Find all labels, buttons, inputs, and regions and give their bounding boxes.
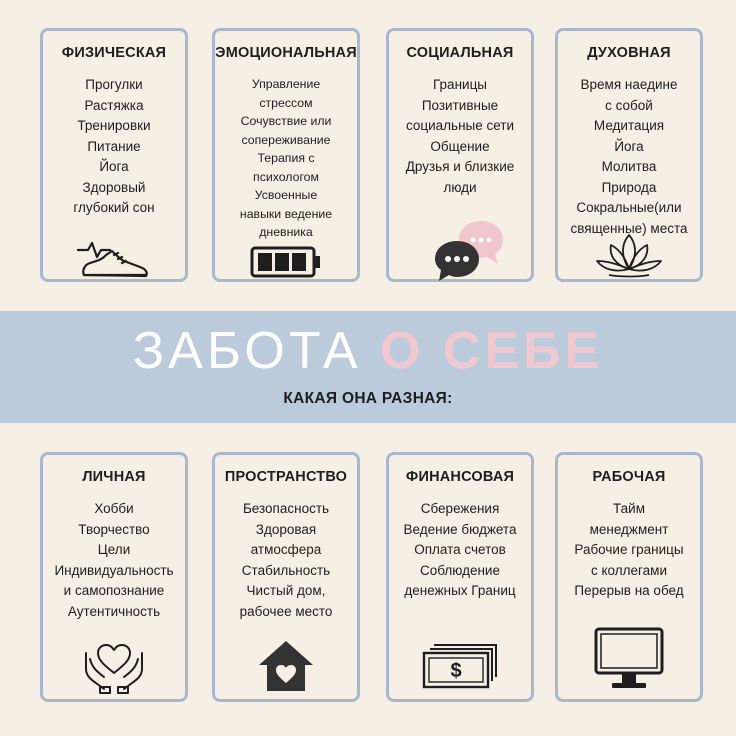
card-items [558, 75, 700, 239]
card-title: ФИНАНСОВАЯ [405, 469, 515, 485]
card-items [215, 75, 357, 242]
card-items [43, 75, 185, 219]
card-personal [40, 452, 188, 702]
card-items [43, 499, 185, 622]
list-item: дневника [259, 225, 313, 239]
list-item: рабочее место [239, 603, 333, 619]
list-item: и самопознание [63, 583, 165, 598]
list-item: Ведение бюджета [403, 521, 517, 537]
list-item: Индивидуальность [54, 562, 174, 578]
card-emotional [212, 28, 360, 282]
list-item: стрессом [259, 95, 313, 110]
list-item: Общение [430, 138, 490, 154]
list-item: психологом [253, 169, 319, 184]
hands-heart-icon [82, 639, 146, 695]
list-item: атмосфера [250, 542, 322, 557]
list-item: Границы [433, 77, 487, 92]
list-item: навыки ведение [239, 206, 333, 221]
list-item: глубокий сон [73, 200, 155, 215]
card-items [389, 75, 531, 198]
list-item: Рабочие границы [574, 542, 684, 557]
card-work [555, 452, 703, 702]
monitor-icon [594, 627, 664, 691]
list-item: Соблюдение [420, 562, 500, 578]
list-item: Сбережения [420, 501, 500, 516]
card-items [389, 499, 531, 602]
card-title: ДУХОВНАЯ [587, 45, 671, 61]
heartbeat-sneaker-icon [76, 241, 152, 281]
list-item: сопереживание [241, 132, 331, 147]
list-item: Растяжка [84, 97, 144, 113]
card-spiritual [555, 28, 703, 282]
card-title: СОЦИАЛЬНАЯ [406, 45, 514, 61]
list-item: Цели [97, 542, 131, 557]
card-title: РАБОЧАЯ [592, 469, 666, 485]
list-item: Друзья и близкие [405, 159, 515, 174]
card-title: ПРОСТРАНСТВО [224, 469, 348, 485]
money-stack-icon [420, 639, 500, 691]
lotus-icon [589, 231, 669, 279]
title-part-2: О СЕБЕ [380, 322, 604, 380]
list-item: Питание [87, 138, 141, 154]
list-item: Управление [251, 77, 321, 91]
list-item: Сочувствие или [240, 114, 332, 128]
list-item: Здоровая [255, 521, 317, 537]
card-items [215, 499, 357, 622]
list-item: Стабильность [241, 562, 331, 578]
card-title: ЛИЧНАЯ [82, 469, 146, 485]
list-item: Медитация [593, 118, 665, 133]
list-item: Время наедине [580, 77, 678, 92]
list-item: Оплата счетов [414, 542, 506, 557]
list-item: Йога [614, 138, 644, 154]
list-item: Молитва [601, 159, 657, 174]
list-item: Здоровый [82, 179, 146, 195]
list-item: священные) места [570, 220, 688, 236]
card-title: ЭМОЦИОНАЛЬНАЯ [215, 45, 357, 61]
list-item: Усвоенные [254, 188, 318, 202]
list-item: Йога [99, 159, 129, 174]
list-item: денежных Границ [404, 583, 516, 598]
list-item: Тренировки [77, 118, 151, 133]
svg-text:$: $ [450, 660, 462, 682]
list-item: менеджмент [589, 521, 669, 537]
list-item: Тайм [613, 501, 645, 516]
list-item: Перерыв на обед [574, 583, 684, 598]
list-item: с коллегами [591, 562, 667, 578]
list-item: Позитивные [421, 97, 499, 113]
battery-icon [250, 246, 322, 278]
list-item: Терапия с [257, 151, 315, 165]
card-items [558, 499, 700, 602]
page-title [0, 321, 736, 381]
chat-bubbles-icon [431, 217, 511, 283]
list-item: с собой [605, 97, 653, 113]
list-item: Хобби [94, 501, 134, 516]
page-subtitle: КАКАЯ ОНА РАЗНАЯ: [283, 390, 453, 407]
title-part-1: ЗАБОТА [132, 322, 362, 380]
list-item: Безопасность [242, 501, 330, 516]
card-title: ФИЗИЧЕСКАЯ [61, 45, 167, 61]
list-item: люди [443, 179, 477, 195]
list-item: Сокральные(или [576, 200, 682, 215]
card-financial [386, 452, 534, 702]
list-item: Чистый дом, [246, 583, 326, 598]
card-social [386, 28, 534, 282]
list-item: Природа [601, 179, 657, 195]
house-heart-icon [257, 639, 315, 693]
card-space [212, 452, 360, 702]
list-item: Аутентичность [67, 603, 161, 619]
list-item: Творчество [78, 521, 150, 537]
card-physical [40, 28, 188, 282]
list-item: Прогулки [85, 77, 143, 92]
list-item: социальные сети [405, 118, 515, 133]
